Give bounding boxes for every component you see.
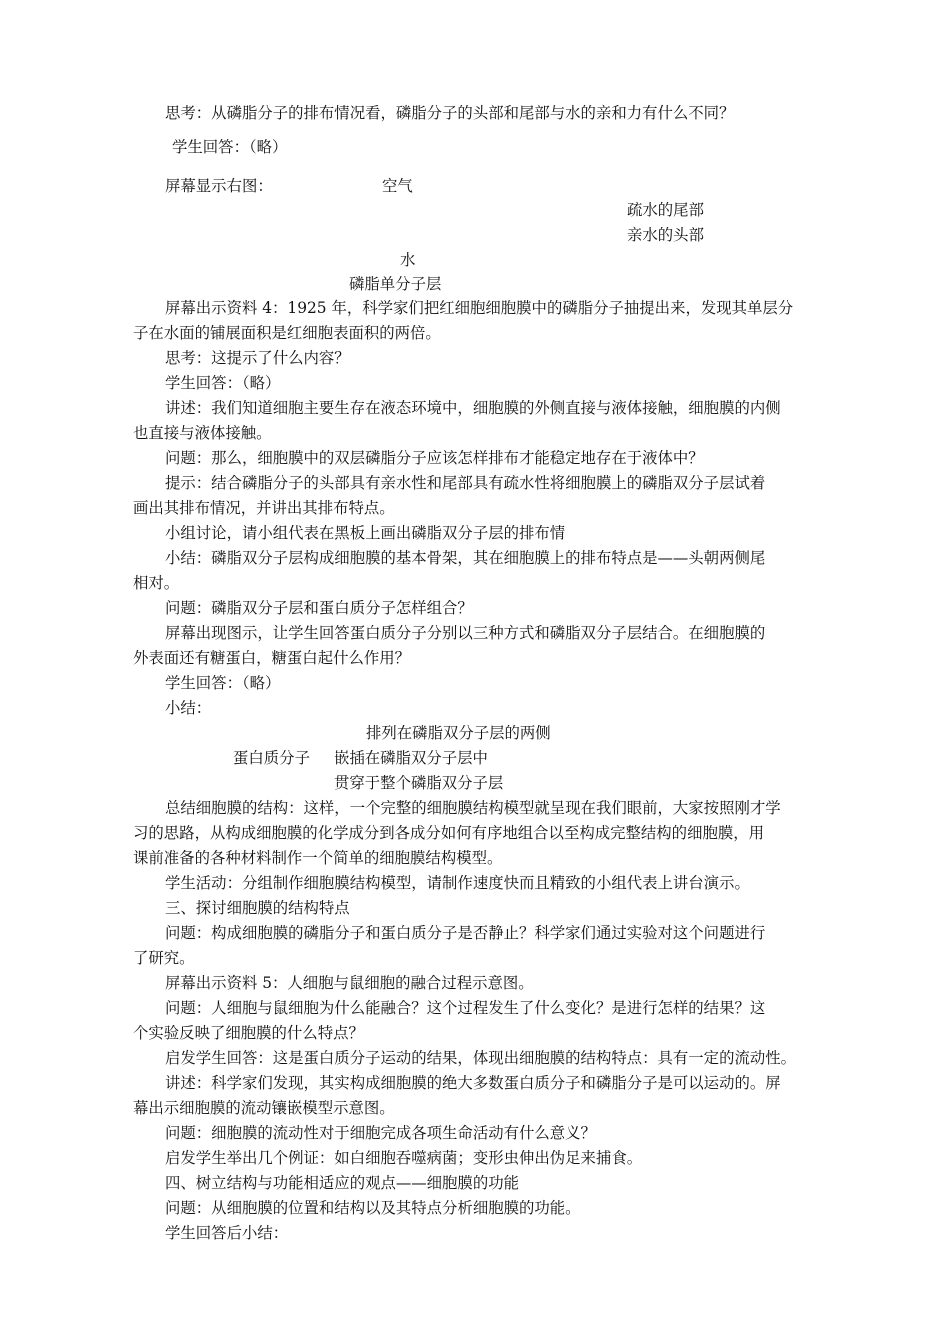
paragraph-line: 画出其排布情况，并讲出其排布特点。 [133, 499, 395, 517]
paragraph-line: 提示：结合磷脂分子的头部具有亲水性和尾部具有疏水性将细胞膜上的磷脂双分子层试着 [165, 474, 766, 492]
figure-label-air: 空气 [382, 177, 413, 195]
student-answer: 学生回答：（略） [172, 138, 288, 156]
paragraph-line: 学生回答后小结： [165, 1224, 289, 1242]
paragraph-line: 习的思路，从构成细胞膜的化学成分到各成分如何有序地组合以至构成完整结构的细胞膜，用 [133, 824, 765, 842]
figure-caption: 磷脂单分子层 [349, 275, 442, 293]
paragraph-line: 学生活动：分组制作细胞膜结构模型，请制作速度快而且精致的小组代表上讲台演示。 [165, 874, 750, 892]
paragraph-line: 屏幕出示资料 5：人细胞与鼠细胞的融合过程示意图。 [165, 974, 534, 992]
paragraph-line: 问题：细胞膜的流动性对于细胞完成各项生命活动有什么意义？ [165, 1124, 596, 1142]
paragraph-line: 学生回答：（略） [165, 674, 281, 692]
paragraph-line: 也直接与液体接触。 [133, 424, 272, 442]
figure-label-head: 亲水的头部 [627, 226, 704, 244]
paragraph-line: 问题：那么，细胞膜中的双层磷脂分子应该怎样排布才能稳定地存在于液体中？ [165, 449, 704, 467]
protein-mode-3: 贯穿于整个磷脂双分子层 [334, 774, 504, 792]
paragraph-line: 问题：磷脂双分子层和蛋白质分子怎样组合？ [165, 599, 473, 617]
protein-mode-2: 嵌插在磷脂双分子层中 [334, 749, 488, 767]
paragraph-line: 个实验反映了细胞膜的什么特点？ [133, 1024, 364, 1042]
section-heading: 三、探讨细胞膜的结构特点 [165, 899, 350, 917]
paragraph-line: 思考：这提示了什么内容？ [165, 349, 350, 367]
paragraph-line: 小组讨论，请小组代表在黑板上画出磷脂双分子层的排布情 [165, 524, 566, 542]
paragraph-line: 总结细胞膜的结构：这样，一个完整的细胞膜结构模型就呈现在我们眼前，大家按照刚才学 [165, 799, 781, 817]
paragraph-line: 问题：人细胞与鼠细胞为什么能融合？这个过程发生了什么变化？是进行怎样的结果？这 [165, 999, 766, 1017]
paragraph-line: 学生回答：（略） [165, 374, 281, 392]
paragraph-line: 启发学生回答：这是蛋白质分子运动的结果，体现出细胞膜的结构特点：具有一定的流动性。 [165, 1049, 797, 1067]
question-phospholipid-affinity: 思考：从磷脂分子的排布情况看，磷脂分子的头部和尾部与水的亲和力有什么不同？ [165, 104, 735, 122]
paragraph-line: 子在水面的铺展面积是红细胞表面积的两倍。 [133, 324, 441, 342]
paragraph-line: 相对。 [133, 574, 180, 592]
figure-label-water: 水 [400, 251, 416, 269]
paragraph-line: 问题：构成细胞膜的磷脂分子和蛋白质分子是否静止？科学家们通过实验对这个问题进行 [165, 924, 766, 942]
protein-label: 蛋白质分子 [233, 749, 310, 767]
paragraph-line: 外表面还有糖蛋白，糖蛋白起什么作用？ [133, 649, 411, 667]
section-heading: 四、树立结构与功能相适应的观点——细胞膜的功能 [165, 1174, 519, 1192]
paragraph-line: 小结：磷脂双分子层构成细胞膜的基本骨架，其在细胞膜上的排布特点是——头朝两侧尾 [165, 549, 766, 567]
protein-mode-1: 排列在磷脂双分子层的两侧 [366, 724, 551, 742]
paragraph-line: 小结： [165, 699, 212, 717]
paragraph-line: 问题：从细胞膜的位置和结构以及其特点分析细胞膜的功能。 [165, 1199, 581, 1217]
paragraph-line: 幕出示细胞膜的流动镶嵌模型示意图。 [133, 1099, 395, 1117]
paragraph-line: 讲述：科学家们发现，其实构成细胞膜的绝大多数蛋白质分子和磷脂分子是可以运动的。屏 [165, 1074, 781, 1092]
figure-label-tail: 疏水的尾部 [627, 201, 704, 219]
paragraph-line: 了研究。 [133, 949, 195, 967]
paragraph-line: 屏幕出示资料 4：1925 年，科学家们把红细胞细胞膜中的磷脂分子抽提出来，发现其单层分 [165, 299, 794, 317]
paragraph-line: 课前准备的各种材料制作一个简单的细胞膜结构模型。 [133, 849, 503, 867]
paragraph-line: 屏幕出现图示，让学生回答蛋白质分子分别以三种方式和磷脂双分子层结合。在细胞膜的 [165, 624, 766, 642]
screen-shows-figure: 屏幕显示右图： [165, 177, 273, 195]
paragraph-line: 启发学生举出几个例证：如白细胞吞噬病菌；变形虫伸出伪足来捕食。 [165, 1149, 643, 1167]
paragraph-line: 讲述：我们知道细胞主要生存在液态环境中，细胞膜的外侧直接与液体接触，细胞膜的内侧 [165, 399, 781, 417]
